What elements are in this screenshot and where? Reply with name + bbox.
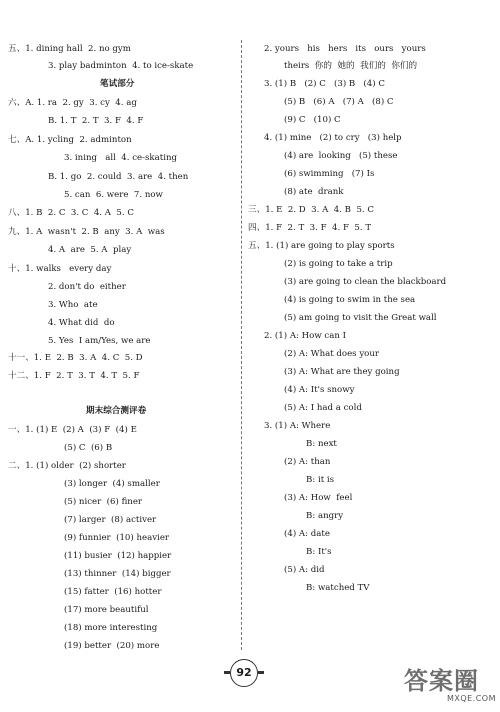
answer-line: 2. yours his hers its ours yours	[264, 44, 426, 54]
answer-line: (15) fatter (16) hotter	[64, 587, 162, 597]
answer-line: (5) nicer (6) finer	[64, 497, 143, 507]
answer-line: 5. can 6. were 7. now	[64, 190, 163, 200]
answer-line: 十、1. walks every day	[8, 264, 112, 274]
answer-line: (2) is going to take a trip	[284, 259, 393, 269]
answer-line: 4. (1) mine (2) to cry (3) help	[264, 133, 402, 143]
answer-line: 四、1. F 2. T 3. F 4. F 5. T	[248, 223, 372, 233]
answer-line: 3. Who ate	[48, 300, 98, 310]
answer-line: B: It's	[306, 547, 332, 557]
answer-line: (8) ate drank	[284, 187, 344, 197]
answer-line: 九、1. A wasn't 2. B any 3. A was	[8, 227, 165, 237]
watermark-url: MXQE.COM	[446, 694, 496, 703]
answer-line: 五、1. dining hall 2. no gym	[8, 44, 131, 54]
page-number: 92	[230, 659, 258, 687]
answer-line: 3. ining all 4. ce-skating	[64, 153, 177, 163]
answer-line: 十二、1. F 2. T 3. T 4. T 5. F	[8, 371, 140, 381]
section-heading: 笔试部分	[100, 79, 135, 89]
answer-line: 二、1. (1) older (2) shorter	[8, 461, 126, 471]
answer-line: (5) C (6) B	[64, 443, 113, 453]
answer-line: (2) A: What does your	[284, 349, 379, 359]
answer-line: (5) am going to visit the Great wall	[284, 313, 437, 323]
answer-line: (7) larger (8) activer	[64, 515, 157, 525]
answer-line: (5) A: I had a cold	[284, 403, 362, 413]
watermark-main: 答案圈	[404, 667, 479, 695]
answer-line: 三、1. E 2. D 3. A 4. B 5. C	[248, 205, 374, 215]
answer-line: (4) is going to swim in the sea	[284, 295, 416, 305]
answer-line: (17) more beautiful	[64, 605, 149, 615]
answer-line: B: it is	[306, 475, 335, 485]
answer-line: B: watched TV	[306, 583, 370, 593]
answer-line: (5) A: did	[284, 565, 325, 575]
answer-line: (2) A: than	[284, 457, 331, 467]
answer-line: (3) longer (4) smaller	[64, 479, 160, 489]
answer-line: 一、1. (1) E (2) A (3) F (4) E	[8, 425, 137, 435]
answer-line: 3. (1) A: Where	[264, 421, 331, 431]
answer-line: 五、1. (1) are going to play sports	[248, 241, 395, 251]
answer-line: (9) funnier (10) heavier	[64, 533, 170, 543]
answer-line: 十一、1. E 2. B 3. A 4. C 5. D	[8, 353, 143, 363]
answer-line: 2. don't do either	[48, 282, 126, 292]
answer-line: 六、A. 1. ra 2. gy 3. cy 4. ag	[8, 98, 137, 108]
answer-line: B: next	[306, 439, 337, 449]
answer-line: 3. play badminton 4. to ice-skate	[48, 61, 194, 71]
answer-line: B: angry	[306, 511, 344, 521]
answer-line: theirs 你的 她的 我们的 你们的	[284, 61, 418, 71]
answer-line: 4. A are 5. A play	[48, 245, 132, 255]
answer-line: (3) A: What are they going	[284, 367, 400, 377]
answer-line: (3) are going to clean the blackboard	[284, 277, 447, 287]
answer-line: 八、1. B 2. C 3. C 4. A 5. C	[8, 208, 134, 218]
answer-line: (9) C (10) C	[284, 115, 341, 125]
answer-line: (11) busier (12) happier	[64, 551, 172, 561]
answer-line: (4) are looking (5) these	[284, 151, 398, 161]
column-divider	[241, 40, 242, 650]
answer-line: 2. (1) A: How can I	[264, 331, 347, 341]
answer-line: (19) better (20) more	[64, 641, 160, 651]
answer-line: B. 1. go 2. could 3. are 4. then	[48, 172, 189, 182]
answer-line: (18) more interesting	[64, 623, 158, 633]
section-heading: 期末综合测评卷	[86, 406, 147, 416]
answer-line: (4) A: date	[284, 529, 330, 539]
answer-line: (4) A: It's snowy	[284, 385, 355, 395]
answer-line: 七、A. 1. ycling 2. adminton	[8, 135, 132, 145]
answer-line: (3) A: How feel	[284, 493, 353, 503]
answer-line: B. 1. T 2. T 3. F 4. F	[48, 116, 144, 126]
answer-line: 3. (1) B (2) C (3) B (4) C	[264, 79, 385, 89]
answer-line: (6) swimming (7) Is	[284, 169, 375, 179]
answer-line: 4. What did do	[48, 318, 115, 328]
answer-line: (5) B (6) A (7) A (8) C	[284, 97, 394, 107]
answer-line: (13) thinner (14) bigger	[64, 569, 171, 579]
answer-line: 5. Yes I am/Yes, we are	[48, 336, 151, 346]
watermark-logo	[404, 668, 496, 710]
